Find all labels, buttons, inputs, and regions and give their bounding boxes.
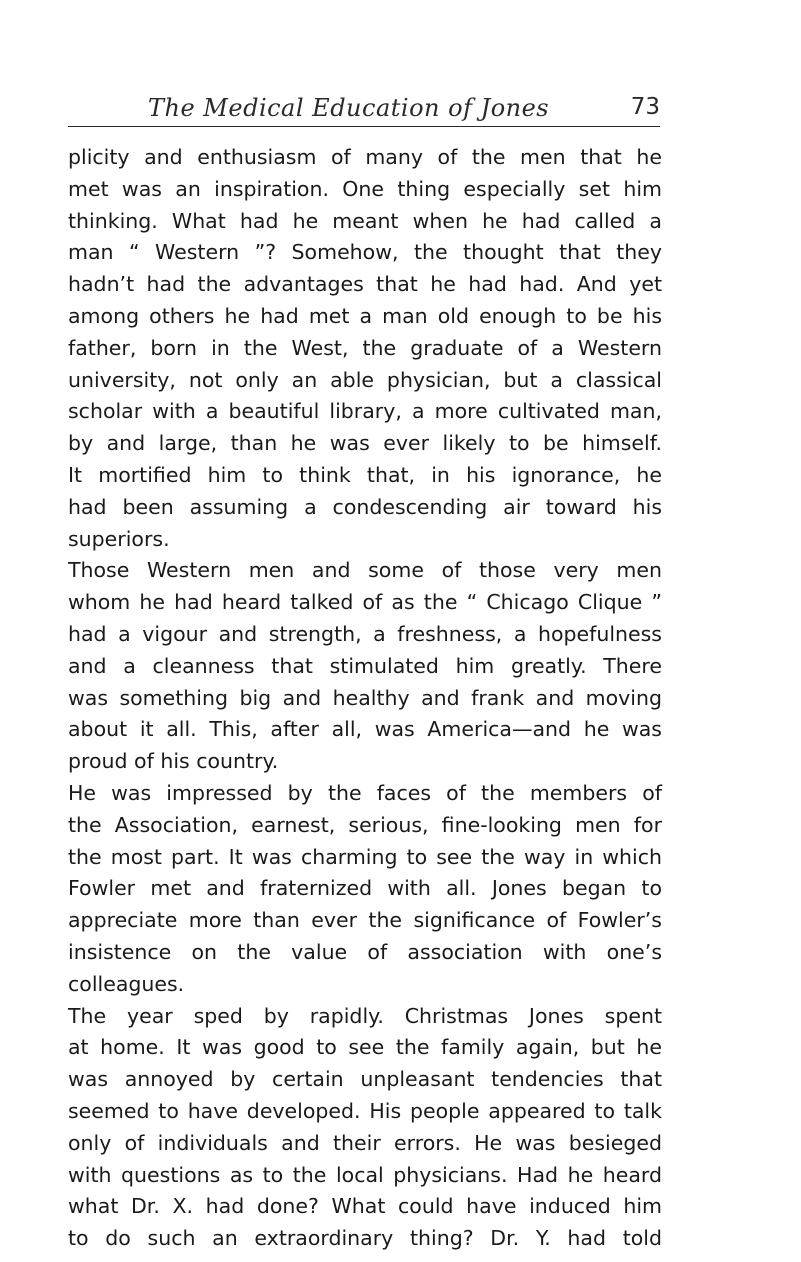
text-line: superiors. bbox=[68, 526, 170, 551]
text-line: to do such an extraordinary thing? Dr. Y. had told bbox=[68, 1226, 662, 1251]
text-line: met was an inspiration. One thing especially set him bbox=[68, 176, 662, 201]
text-line: had a vigour and strength, a freshness, a hopefulness bbox=[68, 621, 662, 646]
text-line: what Dr. X. had done? What could have induced him bbox=[68, 1194, 662, 1219]
text-line: was annoyed by certain unpleasant tendencies that bbox=[68, 1067, 662, 1092]
text-line: thinking. What had he meant when he had called a bbox=[68, 208, 662, 233]
text-line: and a cleanness that stimulated him greatly. There bbox=[68, 653, 662, 678]
text-line: whom he had heard talked of as the “ Chicago Clique ” bbox=[68, 590, 662, 615]
body-text bbox=[68, 142, 662, 1255]
text-line: university, not only an able physician, but a classical bbox=[68, 367, 662, 392]
text-line: insistence on the value of association with one’s bbox=[68, 939, 662, 964]
text-line: father, born in the West, the graduate of a Western bbox=[68, 335, 662, 360]
text-line: only of individuals and their errors. He was besieged bbox=[68, 1130, 662, 1155]
text-line: He was impressed by the faces of the members of bbox=[68, 780, 662, 805]
text-line: the most part. It was charming to see the way in which bbox=[68, 844, 662, 869]
text-line: among others he had met a man old enough to be his bbox=[68, 303, 662, 328]
text-line: Fowler met and fraternized with all. Jones began to bbox=[68, 876, 662, 901]
text-line: at home. It was good to see the family again, but he bbox=[68, 1035, 662, 1060]
page-number: 73 bbox=[630, 94, 660, 120]
running-header bbox=[68, 88, 660, 128]
text-line: seemed to have developed. His people appeared to talk bbox=[68, 1098, 662, 1123]
text-line: man “ Western ”? Somehow, the thought that they bbox=[68, 240, 662, 265]
text-line: proud of his country. bbox=[68, 749, 279, 774]
text-line: with questions as to the local physicians. Had he heard bbox=[68, 1162, 662, 1187]
text-line: plicity and enthusiasm of many of the men that he bbox=[68, 145, 662, 169]
text-line: had been assuming a condescending air toward his bbox=[68, 494, 662, 519]
running-title: The Medical Education of Jones bbox=[148, 94, 550, 122]
text-line: appreciate more than ever the significance of Fowler’s bbox=[68, 908, 662, 933]
text-line: the Association, earnest, serious, fine-looking men for bbox=[68, 812, 662, 837]
text-line: was something big and healthy and frank and moving bbox=[68, 685, 662, 710]
text-line: by and large, than he was ever likely to be himself. bbox=[68, 431, 662, 456]
text-line: scholar with a beautiful library, a more cultivated man, bbox=[68, 399, 662, 424]
text-line: hadn’t had the advantages that he had had. And yet bbox=[68, 272, 662, 297]
text-line: The year sped by rapidly. Christmas Jones spent bbox=[68, 1003, 662, 1028]
header-rule bbox=[68, 126, 660, 127]
text-line: It mortified him to think that, in his ignorance, he bbox=[68, 462, 662, 487]
text-line: about it all. This, after all, was America—and he was bbox=[68, 717, 662, 742]
text-line: colleagues. bbox=[68, 971, 185, 996]
text-line: Those Western men and some of those very men bbox=[68, 558, 662, 583]
